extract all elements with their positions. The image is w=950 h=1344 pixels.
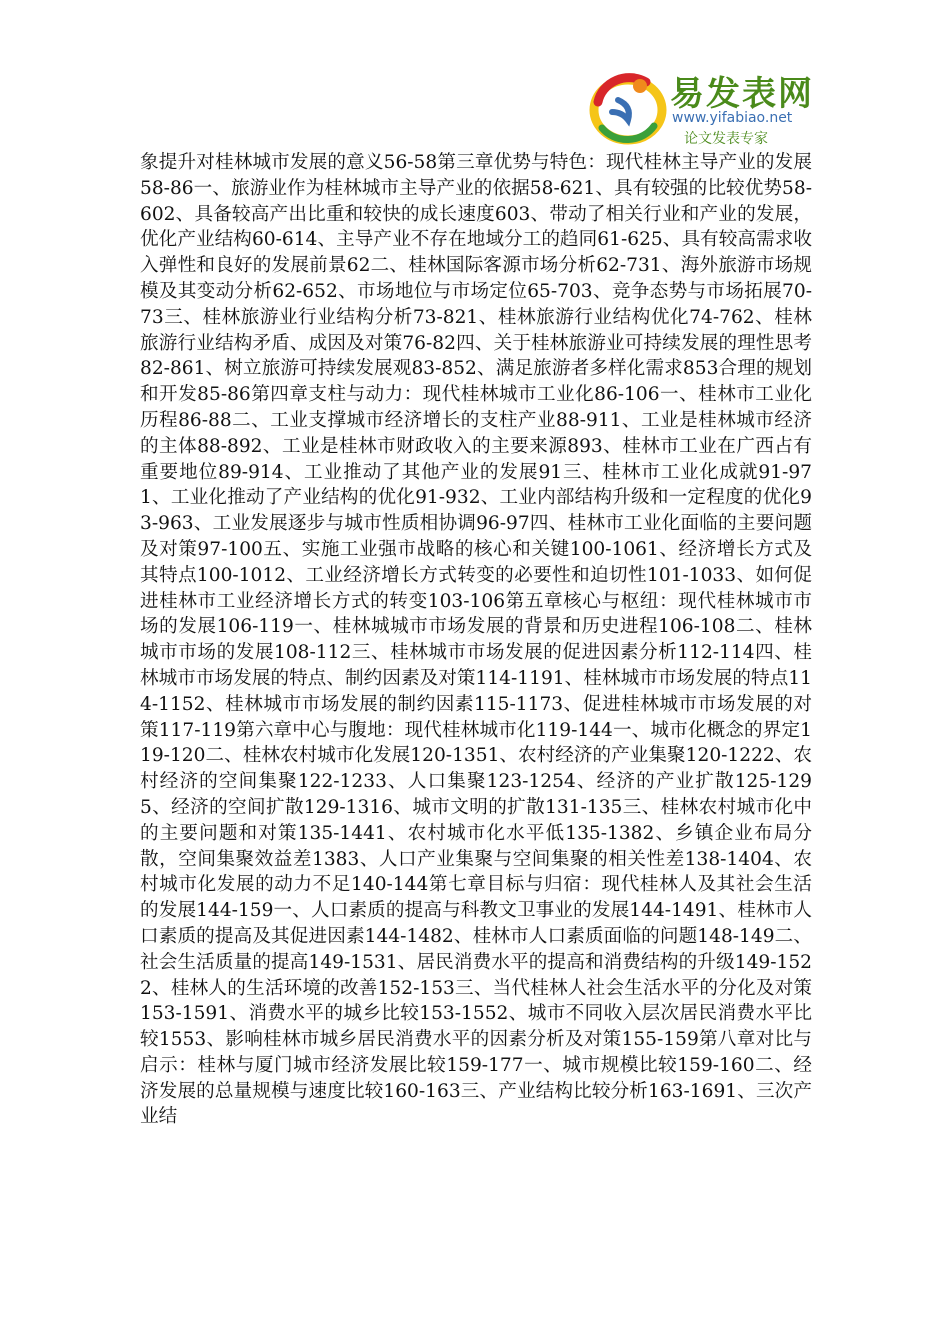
site-logo xyxy=(588,66,828,150)
logo-tagline: 论文发表专家 xyxy=(684,131,768,147)
document-body-text: 象提升对桂林城市发展的意义56-58第三章优势与特色：现代桂林主导产业的发展58-86一、旅游业作为桂林城市主导产业的依据58-621、具有较强的比较优势58-602、具备较高产出比重和较快的成长速度603、带动了相关行业和产业的发展，优化产业结构60-614、主导产业不存在地域分工的趋同61-625、具有较高需求收入弹性和良好的发展前景62二、桂林国际客源市场分析62-731、海外旅游市场规模及其变动分析62-652、市场地位与市场定位65-703、竞争态势与市场拓展70-73三、桂林旅游业行业结构分析73-821、桂林旅游行业结构优化74-762、桂林旅游行业结构矛盾、成因及对策76-82四、关于桂林旅游业可持续发展的理性思考82-861、树立旅游可持续发展观83-852、满足旅游者多样化需求853合理的规划和开发85-86第四章支柱与动力：现代桂林城市工业化86-106一、桂林市工业化历程86-88二、工业支撑城市经济增长的支柱产业88-911、工业是桂林城市经济的主体88-892、工业是桂林市财政收入的主要来源893、桂林市工业在广西占有重要地位89-914、工业推动了其他产业的发展91三、桂林市工业化成就91-971、工业化推动了产业结构的优化91-932、工业内部结构升级和一定程度的优化93-963、工业发展逐步与城市性质相协调96-97四、桂林市工业化面临的主要问题及对策97-100五、实施工业强市战略的核心和关键100-1061、经济增长方式及其特点100-1012、工业经济增长方式转变的必要性和迫切性101-1033、如何促进桂林市工业经济增长方式的转变103-106第五章核心与枢纽：现代桂林城市市场的发展106-119一、桂林城城市市场发展的背景和历史进程106-108二、桂林城市市场的发展108-112三、桂林城市市场发展的促进因素分析112-114四、桂林城市市场发展的特点、制约因素及对策114-1191、桂林城市市场发展的特点114-1152、桂林城市市场发展的制约因素115-1173、促进桂林城市市场发展的对策117-119第六章中心与腹地：现代桂林城市化119-144一、城市化概念的界定119-120二、桂林农村城市化发展120-1351、农村经济的产业集聚120-1222、农村经济的空间集聚122-1233、人口集聚123-1254、经济的产业扩散125-1295、经济的空间扩散129-1316、城市文明的扩散131-135三、桂林农村城市化中的主要问题和对策135-1441、农村城市化水平低135-1382、乡镇企业布局分散，空间集聚效益差1383、人口产业集聚与空间集聚的相关性差138-1404、农村城市化发展的动力不足140-144第七章目标与归宿：现代桂林人及其社会生活的发展144-159一、人口素质的提高与科教文卫事业的发展144-1491、桂林市人口素质的提高及其促进因素144-1482、桂林市人口素质面临的问题148-149二、社会生活质量的提高149-1531、居民消费水平的提高和消费结构的升级149-1522、桂林人的生活环境的改善152-153三、当代桂林人社会生活水平的分化及对策153-1591、消费水平的城乡比较153-1552、城市不同收入层次居民消费水平比较1553、影响桂林市城乡居民消费水平的因素分析及对策155-159第八章对比与启示：桂林与厦门城市经济发展比较159-177一、城市规模比较159-160二、经济发展的总量规模与速度比较160-163三、产业结构比较分析163-1691、三次产业结 xyxy=(140,152,812,1128)
logo-name: 易发表网 xyxy=(670,74,814,114)
logo-url: www.yifabiao.net xyxy=(672,110,793,126)
logo-mark-icon xyxy=(588,66,672,150)
